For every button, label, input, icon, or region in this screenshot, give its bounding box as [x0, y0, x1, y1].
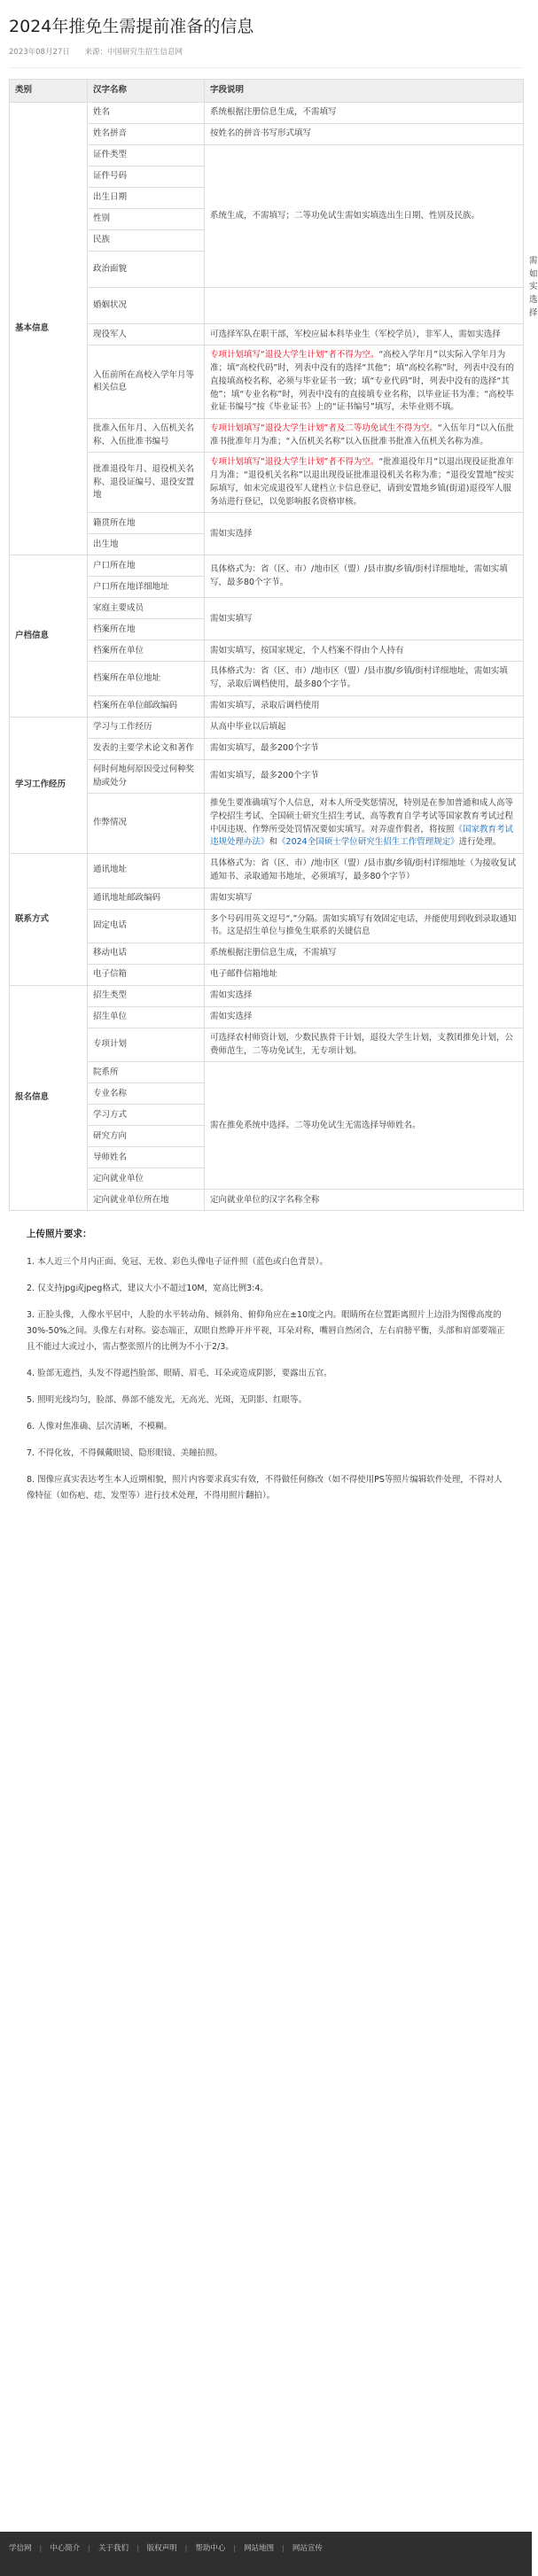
info-table: [9, 79, 538, 1212]
field-name-cell: 婚姻状况: [88, 288, 205, 324]
field-description-cell: [205, 662, 524, 695]
field-name-cell: 档案所在单位地址: [88, 662, 205, 695]
category-cell: 联系方式: [10, 854, 88, 986]
requirements-heading: 上传照片要求：: [27, 1229, 92, 1240]
field-name-cell: 性别: [88, 208, 205, 229]
description-text: 从高中毕业以后填起: [210, 721, 286, 732]
field-description-cell: [205, 717, 524, 738]
field-name-cell: 档案所在单位邮政编码: [88, 695, 205, 717]
description-text: “入伍年月”以入伍批准书批准年月为准；“入伍机关名称”以入伍批准书批准入伍机关名称为准。: [210, 423, 514, 446]
column-header-category: 类别: [10, 79, 88, 102]
field-description-cell: [205, 888, 524, 909]
regulation-link[interactable]: 《2024全国硕士学位研究生招生工作管理规定》: [277, 837, 459, 848]
field-name-cell: 民族: [88, 229, 205, 251]
field-description-cell: [205, 964, 524, 985]
footer-link[interactable]: 网站宣传: [292, 2544, 323, 2553]
field-name-cell: 专项计划: [88, 1028, 205, 1061]
field-name-cell: 导师姓名: [88, 1147, 205, 1168]
field-name-cell: 学习方式: [88, 1105, 205, 1126]
description-text: 定向就业单位的汉字名称全称: [210, 1194, 320, 1205]
description-text: “高校入学年月”以实际入学年月为准；填“高校代码”时，列表中没有的选择“其他”；填“高校名称”时，列表中没有的直接填高校名称，必须与毕业证书一致；填“专业代码”时，列表中没有的选择“其他”；填“专业名称”时，列表中没有的直接填专业名称，以毕业证书为准；“高校毕业证书编号”按《毕业证书》上的“证书编号”填写，未毕业则不填。: [210, 350, 515, 413]
footer-link[interactable]: 版权声明: [146, 2544, 177, 2553]
field-name-cell: 招生类型: [88, 985, 205, 1006]
description-text: 需如实填写，最多200个字节: [210, 771, 319, 781]
field-name-cell: 定向就业单位: [88, 1168, 205, 1190]
requirement-item: 6. 人像对焦准确、层次清晰，不模糊。: [27, 1422, 173, 1432]
field-name-cell: 姓名: [88, 102, 205, 123]
field-description-cell: [205, 759, 524, 793]
field-description-cell: [205, 943, 524, 964]
description-text: 和: [269, 837, 278, 848]
field-name-cell: 证件号码: [88, 166, 205, 187]
field-name-cell: 通讯地址邮政编码: [88, 888, 205, 909]
field-description-cell: [205, 453, 524, 513]
field-name-cell: 招生单位: [88, 1006, 205, 1028]
description-text: 需如实填写，录取后调档使用: [210, 700, 320, 710]
field-description-cell: [205, 1062, 524, 1190]
field-description-cell: [205, 985, 524, 1006]
category-cell: 报名信息: [10, 985, 88, 1210]
table-header-row: [10, 79, 524, 102]
field-name-cell: 院系所: [88, 1062, 205, 1083]
field-description-cell: [205, 738, 524, 759]
field-name-cell: 籍贯所在地: [88, 513, 205, 534]
requirement-note: 专项计划填写“退役大学生计划”者不得为空。: [210, 457, 379, 468]
field-description-cell: [205, 854, 524, 888]
field-description-cell: [205, 102, 524, 123]
field-name-cell: 户口所在地详细地址: [88, 577, 205, 598]
footer-link[interactable]: 关于我们: [97, 2544, 129, 2553]
field-name-cell: 何时何地何原因受过何种奖励或处分: [88, 759, 205, 793]
footer-link[interactable]: 帮助中心: [195, 2544, 226, 2553]
footer-separator: |: [184, 2544, 188, 2552]
field-name-cell: 学习与工作经历: [88, 717, 205, 738]
description-text: 进行处理。: [458, 837, 502, 848]
field-name-cell: 作弊情况: [88, 794, 205, 854]
field-name-cell: 批准入伍年月、入伍机关名称、入伍批准书编号: [88, 419, 205, 453]
description-text: 多个号码用英文逗号“,”分隔。需如实填写有效固定电话，并能使用到收到录取通知书。这是招生单位与推免生联系的关键信息: [210, 913, 517, 937]
site-footer: [0, 2532, 532, 2576]
requirement-item: 8. 图像应真实表达考生本人近期相貌，照片内容要求真实有效，不得做任何修改（如不得使用PS等照片编辑软件处理，不得对人像特征（如伤疤、痣、发型等）进行技术处理，不得用照片翻拍）。: [27, 1475, 503, 1501]
publish-date: 2023年08月27日: [9, 47, 70, 57]
footer-link[interactable]: 网站地图: [244, 2544, 275, 2553]
field-description-cell: [205, 123, 524, 144]
footer-separator: |: [88, 2544, 90, 2552]
requirement-item: 4. 脸部无遮挡，头发不得遮挡脸部、眼睛、眉毛、耳朵或造成阴影，要露出五官。: [27, 1368, 332, 1378]
field-name-cell: 姓名拼音: [88, 123, 205, 144]
field-description-cell: [205, 1028, 524, 1061]
field-description-cell: [205, 1006, 524, 1028]
description-text: 需如实填写，按国家规定，个人档案不得由个人持有: [210, 645, 404, 656]
field-description-cell: [205, 324, 524, 345]
description-text: 可选择军队在职干部，军校应届本科毕业生（军校学员），非军人，需如实选择: [210, 329, 501, 339]
field-name-cell: 移动电话: [88, 943, 205, 964]
article-meta: [9, 47, 523, 68]
column-header-name: 汉字名称: [88, 79, 205, 102]
requirement-item: 5. 照明光线均匀，脸部、鼻部不能发光，无高光、光斑，无阴影、红眼等。: [27, 1394, 308, 1405]
description-text: 具体格式为：省（区、市）/地市区（盟）/县市旗/乡镇/街村详细地址（为接收复试通知书、录取通知书地址，必须填写，最多80个字节）: [210, 858, 517, 881]
table-row: [10, 717, 524, 738]
requirement-item: 1. 本人近三个月内正面、免冠、无妆、彩色头像电子证件照（蓝色或白色背景）。: [27, 1256, 328, 1267]
field-name-cell: 家庭主要成员: [88, 598, 205, 619]
category-cell: 基本信息: [10, 102, 88, 555]
footer-separator: |: [39, 2544, 43, 2552]
footer-separator: |: [136, 2544, 139, 2552]
field-name-cell: 政治面貌: [88, 251, 205, 287]
field-name-cell: 发表的主要学术论文和著作: [88, 738, 205, 759]
description-text: 推免生要准确填写个人信息，对本人所受奖惩情况，特别是在参加普通和成人高等学校招生考试、全国硕士研究生招生考试、高等教育自学考试等国家教育考试过程中因违规、作弊所受处罚情况要如实填写。对弄虚作假者，将按照: [210, 798, 514, 834]
field-name-cell: 批准退役年月、退役机关名称、退役证编号、退役安置地: [88, 453, 205, 513]
field-name-cell: 研究方向: [88, 1126, 205, 1147]
article-source: 来源：中国研究生招生信息网: [84, 47, 183, 57]
footer-separator: |: [233, 2544, 237, 2552]
field-description-cell: [205, 144, 524, 287]
field-name-cell: 出生日期: [88, 187, 205, 208]
table-row: [10, 102, 524, 123]
description-text: 需如实选择: [529, 255, 538, 318]
category-cell: 户档信息: [10, 555, 88, 717]
requirement-item: 7. 不得化妆，不得佩戴眼镜、隐形眼镜、美瞳拍照。: [27, 1448, 223, 1459]
field-name-cell: 电子信箱: [88, 964, 205, 985]
footer-separator: |: [282, 2544, 285, 2552]
footer-links: [9, 2542, 523, 2556]
requirement-item: 2. 仅支持jpg或jpeg格式，建议大小不超过10M，宽高比例3:4。: [27, 1283, 269, 1293]
description-text: 具体格式为：省（区、市）/地市区（盟）/县市旗/乡镇/街村详细地址，需如实填写，最多80个字节。: [210, 564, 508, 587]
description-text: 具体格式为：省（区、市）/地市区（盟）/县市旗/乡镇/街村详细地址，需如实填写，录取后调档使用，最多80个字节。: [210, 666, 508, 690]
description-text: 按姓名的拼音书写形式填写: [210, 128, 312, 138]
description-text: 可选择农村师资计划，少数民族骨干计划，退役大学生计划，支教团推免计划，公费师范生，二等功免试生，无专项计划。: [210, 1032, 514, 1056]
description-text: 需如实选择: [210, 1012, 253, 1022]
field-name-cell: 档案所在单位: [88, 640, 205, 662]
article-title: 2024年推免生需提前准备的信息: [9, 17, 254, 36]
field-description-cell: [205, 640, 524, 662]
footer-link[interactable]: 学信网: [9, 2544, 32, 2553]
description-text: 需如实选择: [210, 528, 253, 539]
field-description-cell: [205, 909, 524, 943]
column-header-description: 字段说明: [205, 79, 524, 102]
description-text: 系统根据注册信息生成，不需填写: [210, 107, 337, 117]
field-description-cell: [205, 794, 524, 854]
photo-requirements: [9, 1211, 523, 1504]
field-description-cell: [205, 513, 524, 555]
field-name-cell: 专业名称: [88, 1083, 205, 1105]
table-body: [10, 102, 538, 1211]
description-text: 需如实填写: [210, 613, 253, 624]
field-name-cell: 入伍前所在高校入学年月等相关信息: [88, 345, 205, 419]
field-description-cell: [205, 345, 524, 419]
field-description-cell: [205, 555, 524, 598]
field-name-cell: 定向就业单位所在地: [88, 1190, 205, 1211]
field-name-cell: 现役军人: [88, 324, 205, 345]
requirements-list: [27, 1254, 505, 1505]
table-row: [10, 985, 524, 1006]
field-description-cell: [205, 419, 524, 453]
category-cell: 学习工作经历: [10, 717, 88, 853]
description-text: 系统生成，不需填写；二等功免试生需如实填选出生日期、性别及民族。: [210, 210, 480, 221]
description-text: 需如实填写: [210, 892, 253, 903]
requirement-item: 3. 正脸头像，人像水平居中，人脸的水平转动角、倾斜角、俯仰角应在±10度之内。眼睛所在位置距离照片上边沿为图像高度的30%-50%之间。头像左右对称。姿态端正，双眼自然睁开并平视，耳朵对称，嘴唇自然闭合，左右肩膀平衡，头部和肩部要端正且不能过大或过小，需占整张照片的比例为不小于2/3。: [27, 1309, 505, 1352]
description-text: 需如实选择: [210, 990, 253, 1001]
description-text: 系统根据注册信息生成，不需填写: [210, 948, 337, 958]
description-text: 需在推免系统中选择。二等功免试生无需选择导师姓名。: [210, 1120, 421, 1130]
field-description-cell: [205, 695, 524, 717]
description-text: “批准退役年月”以退出现役证批准年月为准；“退役机关名称”以退出现役证批准退役机关名称为准；“退役安置地”按实际填写，如未完成退役军人建档立卡信息登记，请到安置地乡镇(街道)退役军人服务站进行登记，以免影响报名资格审核。: [210, 457, 514, 507]
field-name-cell: 证件类型: [88, 144, 205, 166]
field-name-cell: 户口所在地: [88, 555, 205, 577]
field-name-cell: 档案所在地: [88, 619, 205, 640]
field-name-cell: 固定电话: [88, 909, 205, 943]
description-text: 电子邮件信箱地址: [210, 969, 278, 980]
regulation-link[interactable]: 《国家教育考试违规处理办法》: [210, 824, 514, 848]
requirement-note: 专项计划填写“退役大学生计划”者不得为空。: [210, 350, 379, 361]
table-row: [10, 555, 524, 577]
field-description-cell: [205, 1190, 524, 1211]
field-name-cell: 通讯地址: [88, 854, 205, 888]
requirement-note: 专项计划填写“退役大学生计划”者及二等功免试生不得为空。: [210, 423, 438, 434]
footer-link[interactable]: 中心简介: [50, 2544, 81, 2553]
description-text: 需如实填写，最多200个字节: [210, 742, 319, 753]
field-name-cell: 出生地: [88, 534, 205, 555]
table-row: [10, 854, 524, 888]
field-description-cell: [205, 598, 524, 640]
